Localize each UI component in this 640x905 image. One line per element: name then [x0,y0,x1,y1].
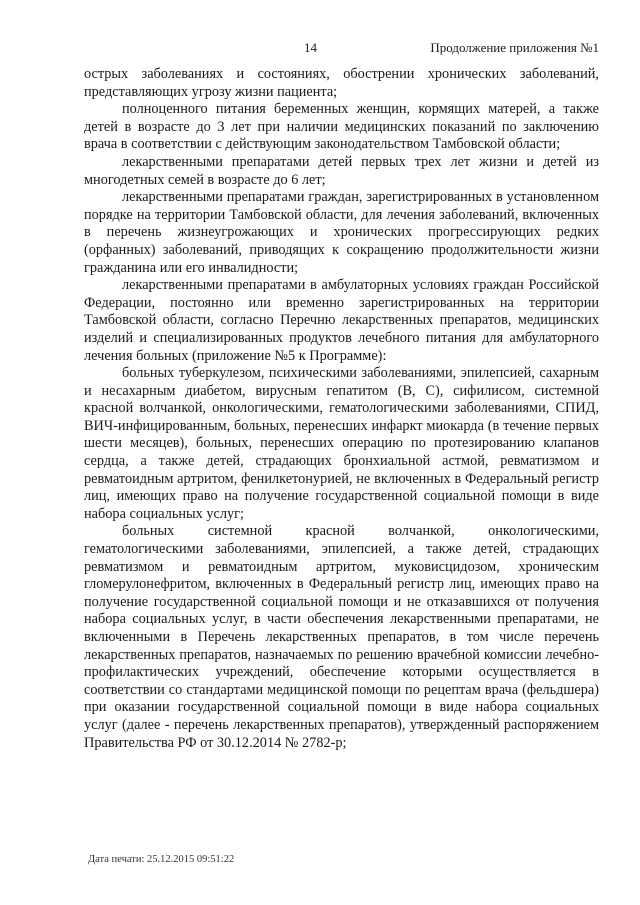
paragraph-outpatient-drugs: лекарственными препаратами в амбулаторных условиях граждан Российской Федерации, постоянно или временно зарегистрированных на территории Тамбовской области, согласно Перечню лекарственных препаратов, медицинских изделий и специализированных продуктов лечебного питания для амбулаторного лечения больных (приложение №5 к Программе): [84,277,599,364]
paragraph-patient-categories: больных туберкулезом, психическими заболеваниями, эпилепсией, сахарным и несахарным диабетом, вирусным гепатитом (В, С), сифилисом, системной красной волчанкой, онкологическими, гематологическими заболеваниями, СПИД, ВИЧ-инфицированным, больных, перенесших инфаркт миокарда (в течение первых шести месяцев), больных, перенесших операцию по протезированию клапанов сердца, а также детей, страдающих бронхиальной астмой, ревматизмом и ревматоидным артритом, фенилкетонурией, не включенных в Федеральный регистр лиц, имеющих право на получение государственной социальной помощи в виде набора социальных услуг; [84,365,599,522]
print-date: Дата печати: 25.12.2015 09:51:22 [88,854,235,865]
appendix-label: Продолжение приложения №1 [430,40,599,55]
paragraph-children-drugs: лекарственными препаратами детей первых трех лет жизни и детей из многодетных семей в возрасте до 6 лет; [84,153,599,188]
paragraph-continuation: острых заболеваниях и состояниях, обострении хронических заболеваний, представляющих угрозу жизни пациента; [84,66,599,100]
page-number: 14 [304,40,317,55]
paragraph-nutrition: полноценного питания беременных женщин, кормящих матерей, а также детей в возрасте до 3 лет при наличии медицинских показаний по заключению врача в соответствии с действующим законодательством Тамбовской области; [84,101,599,153]
paragraph-orphan-diseases: лекарственными препаратами граждан, зарегистрированных в установленном порядке на территории Тамбовской области, для лечения заболеваний, включенных в перечень жизнеугрожающих и хронических прогрессирующих редких (орфанных) заболеваний, приводящих к сокращению продолжительности жизни гражданина или его инвалидности; [84,189,599,276]
paragraph-federal-register: больных системной красной волчанкой, онкологическими, гематологическими заболеваниями, эпилепсией, а также детей, страдающих ревматизмом и ревматоидным артритом, муковисцидозом, хроническим гломерулонефритом, включенных в Федеральный регистр лиц, имеющих право на получение государственной социальной помощи и не отказавшихся от получения набора социальных услуг, в части обеспечения лекарственными препаратами, не включенными в Перечень лекарственных препаратов, в том числе перечень лекарственных препаратов, назначаемых по решению врачебной комиссии лечебно-профилактических учреждений, обеспечение которыми осуществляется в соответствии со стандартами медицинской помощи по рецептам врача (фельдшера) при оказании государственной социальной помощи в виде набора социальных услуг (далее - перечень лекарственных препаратов), утвержденный распоряжением Правительства РФ от 30.12.2014 № 2782-р; [84,523,599,751]
document-body [84,66,599,752]
